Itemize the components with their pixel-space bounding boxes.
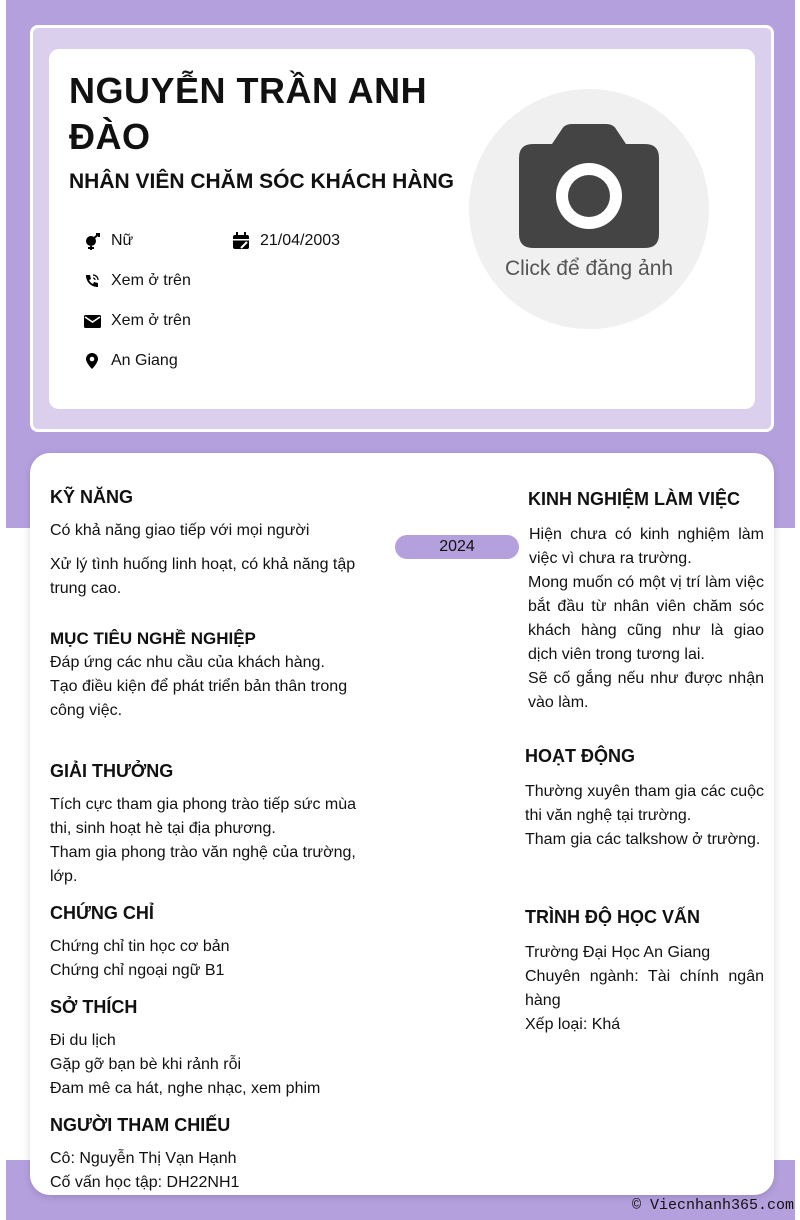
education-heading: TRÌNH ĐỘ HỌC VẤN — [525, 907, 700, 927]
phone-icon — [83, 272, 101, 290]
hobbies-list[interactable] — [50, 1029, 380, 1101]
references-heading: NGƯỜI THAM CHIẾU — [50, 1115, 231, 1135]
location-pin-icon — [83, 352, 101, 370]
certs-list[interactable] — [50, 935, 380, 983]
skills-heading: KỸ NĂNG — [50, 487, 134, 507]
award-item: Tích cực tham gia phong trào tiếp sức mùa thi, sinh hoạt hè tại địa phương. — [50, 796, 357, 837]
cert-item: Chứng chỉ ngoại ngữ B1 — [50, 962, 225, 979]
email-value: Xem ở trên — [111, 312, 191, 329]
reference-item: Cô: Nguyễn Thị Vạn Hạnh — [50, 1150, 237, 1167]
objective-item: Tạo điều kiện để phát triển bản thân trong công việc. — [50, 678, 348, 719]
email-row[interactable] — [83, 312, 191, 330]
experience-heading: KINH NGHIỆM LÀM VIỆC — [528, 489, 741, 509]
hobby-item: Gặp gỡ bạn bè khi rảnh rỗi — [50, 1056, 242, 1073]
experience-item: Sẽ cố gắng nếu như được nhận vào làm. — [528, 670, 764, 711]
objective-list[interactable] — [50, 651, 380, 723]
cert-item: Chứng chỉ tin học cơ bản — [50, 938, 230, 955]
activities-heading: HOẠT ĐỘNG — [525, 746, 635, 766]
email-icon — [83, 312, 101, 330]
skill-item: Xử lý tình huống linh hoạt, có khả năng tập trung cao. — [50, 556, 356, 597]
activity-item: Tham gia các talkshow ở trường. — [525, 831, 761, 848]
experience-list[interactable] — [528, 523, 764, 715]
hobby-item: Đi du lịch — [50, 1032, 116, 1049]
address-row[interactable] — [83, 352, 178, 370]
gender-value: Nữ — [111, 232, 134, 249]
activity-item: Thường xuyên tham gia các cuộc thi văn nghệ tại trường. — [525, 783, 764, 824]
education-list[interactable] — [525, 941, 764, 1037]
birthday-value: 21/04/2003 — [260, 232, 341, 249]
awards-heading: GIẢI THƯỞNG — [50, 761, 174, 781]
camera-icon — [517, 124, 661, 250]
calendar-icon — [232, 232, 250, 250]
photo-upload[interactable] — [469, 89, 709, 329]
awards-list[interactable] — [50, 793, 380, 889]
experience-item: Mong muốn có một vị trí làm việc bắt đầu từ nhân viên chăm sóc khách hàng cũng như là giao dịch viên trong tương lai. — [528, 574, 764, 663]
objective-heading: MỤC TIÊU NGHỀ NGHIỆP — [50, 629, 256, 648]
skill-item: Có khả năng giao tiếp với mọi người — [50, 522, 310, 539]
award-item: Tham gia phong trào văn nghệ của trường, lớp. — [50, 844, 356, 885]
hobbies-heading: SỞ THÍCH — [50, 997, 138, 1017]
skills-list[interactable] — [50, 519, 376, 601]
education-item: Chuyên ngành: Tài chính ngân hàng — [525, 968, 764, 1009]
photo-upload-label: Click để đăng ảnh — [504, 257, 674, 280]
gender-row[interactable] — [83, 232, 133, 250]
phone-row[interactable] — [83, 272, 191, 290]
reference-item: Cố vấn học tập: DH22NH1 — [50, 1174, 240, 1191]
gender-icon — [83, 232, 101, 250]
references-list[interactable] — [50, 1147, 380, 1195]
education-item: Trường Đại Học An Giang — [525, 944, 711, 961]
footer-copyright[interactable]: © Viecnhanh365.com — [631, 1197, 794, 1214]
phone-value: Xem ở trên — [111, 272, 191, 289]
activities-list[interactable] — [525, 780, 764, 852]
address-value: An Giang — [111, 352, 178, 369]
job-title[interactable]: NHÂN VIÊN CHĂM SÓC KHÁCH HÀNG — [69, 170, 455, 193]
experience-year-badge: 2024 — [395, 535, 519, 559]
experience-item: Hiện chưa có kinh nghiệm làm việc vì chưa ra trường. — [529, 526, 764, 567]
hobby-item: Đam mê ca hát, nghe nhạc, xem phim — [50, 1080, 321, 1097]
full-name[interactable]: NGUYỄN TRẦN ANH ĐÀO — [69, 70, 428, 157]
objective-item: Đáp ứng các nhu cầu của khách hàng. — [50, 654, 325, 671]
certs-heading: CHỨNG CHỈ — [50, 903, 154, 923]
education-item: Xếp loại: Khá — [525, 1016, 621, 1033]
birthday-row[interactable] — [232, 232, 340, 250]
